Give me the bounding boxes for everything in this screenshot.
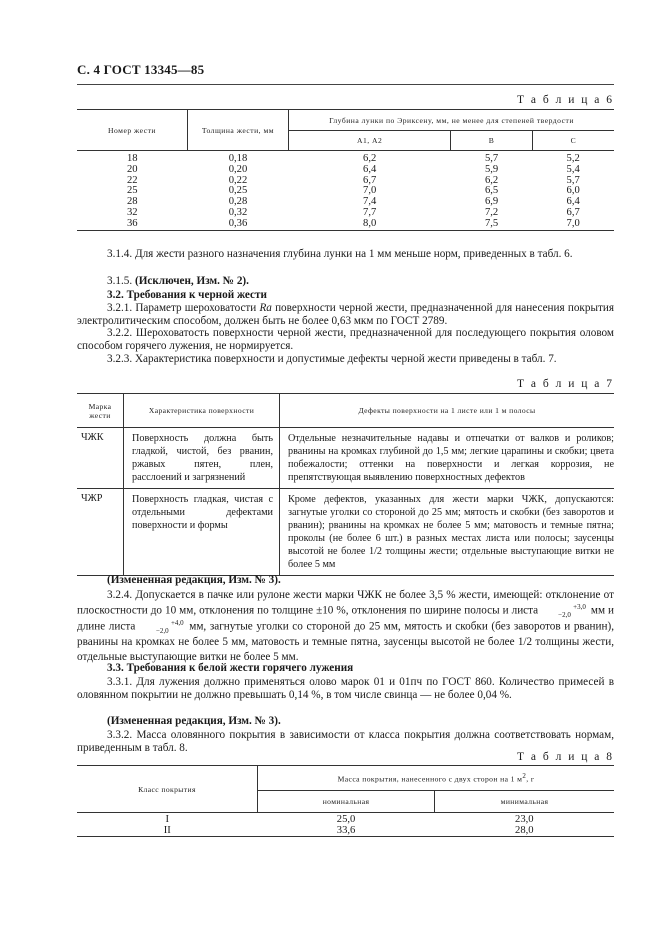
t8-sub-minimal: минимальная — [500, 797, 549, 806]
t6-cell: 8,0 — [363, 217, 377, 229]
t6-cell: 6,2 — [363, 153, 377, 164]
t6-cell: 36 — [126, 217, 138, 229]
t8-cell: 33,6 — [336, 824, 356, 836]
t6-cell: 0,25 — [228, 185, 248, 197]
para-text: 3.2.4. Допускается в пачке или рулоне жести марки ЧЖК не более 3,5 % жести, имеющей: отклонение от плоскостности до 10 мм, отклонения по толщине ±10 %, отклонения по ширине полосы и листа — [77, 589, 614, 617]
t6-header-thickness: Толщина жести, мм — [188, 110, 289, 151]
table-row — [77, 219, 614, 230]
t6-cell: 6,5 — [484, 185, 499, 197]
t6-cell: 18 — [126, 153, 138, 164]
t6-cell: 5,2 — [566, 153, 580, 164]
t7-characteristic: Поверхность должна быть гладкой, чистой, без рванин, ржавых пятен, плен, расслоений и загрязнений — [124, 428, 280, 489]
t6-cell: 7,2 — [484, 206, 499, 218]
para-text: мм, загнутые уголки со стороной до 25 мм, мятость и скобки (без заворотов и рванин), рванины на кромках не более 5 мм, матовость и темные пятна, заусенцы высотой не более 1/2 толщины жести, отдельные выступающие витки не более 5 мм. — [77, 620, 615, 663]
t6-cell: 7,7 — [363, 206, 377, 218]
amended-note-1: (Измененная редакция, Изм. № 3). — [107, 574, 281, 586]
para-3-2-1 — [77, 302, 614, 328]
t6-cell: 20 — [126, 163, 138, 175]
t7-header-characteristic: Характеристика поверхности — [124, 394, 280, 428]
table7-caption: Т а б л и ц а 7 — [516, 378, 614, 390]
table-row — [77, 176, 614, 187]
ra-symbol: Ra — [259, 302, 272, 314]
t8-header-mass-sup: 2 — [522, 772, 527, 781]
tolerance-upper: +4,0 — [170, 618, 184, 627]
table-row — [77, 151, 614, 165]
table-row — [77, 165, 614, 176]
para-3-1-4: 3.1.4. Для жести разного назначения глубина лунки на 1 мм меньше норм, приведенных в табл. 6. — [107, 248, 573, 260]
t8-header-mass — [258, 766, 615, 791]
t6-cell: 5,7 — [566, 174, 580, 186]
t6-cell: 22 — [126, 174, 138, 186]
tolerance-lower: −2,0 — [155, 626, 169, 635]
table-7 — [77, 393, 614, 576]
para-3-3-1: 3.3.1. Для лужения должно применяться олово марок 01 и 01пч по ГОСТ 860. Количество примесей в оловянном покрытии не должно превышать 0,14 %, в том числе свинца — не более 0,04 %. — [77, 676, 614, 702]
t8-cell: 25,0 — [336, 814, 356, 825]
para-text: поверхности черной жести, предназначенной для нанесения покрытия электролитическим способом, должен быть не более 0,63 мкм по ГОСТ 2789. — [77, 302, 614, 328]
t6-cell: 6,7 — [363, 174, 377, 186]
t6-cell: 7,0 — [566, 217, 580, 229]
t6-cell: 6,4 — [363, 163, 377, 175]
t6-cell: 7,0 — [363, 185, 377, 197]
t8-header-mass-text: Масса покрытия, нанесенного с двух сторон на 1 м — [337, 774, 523, 784]
t6-cell: 6,2 — [484, 174, 499, 186]
t7-mark: ЧЖР — [77, 489, 124, 576]
t6-cell: 0,32 — [228, 206, 248, 218]
t6-cell: 6,0 — [566, 185, 580, 197]
section-3-3-title: 3.3. Требования к белой жести горячего лужения — [107, 662, 354, 674]
t7-defects: Кроме дефектов, указанных для жести марки ЧЖК, допускаются: загнутые уголки со стороной до 25 мм; мятость и скобки (без заворотов и рванин); рванины на кромках не более 5 мм; матовость и темные пятна; проколы (не более 6 шт.) в разных местах листа или полосы; заусенцы высотой не более 1/2 толщины жести; отдельные выступающие витки не более 5 мм — [288, 494, 614, 570]
t6-cell: 6,9 — [484, 196, 499, 208]
t6-sub-b: В — [451, 131, 533, 151]
t6-cell: 0,20 — [228, 163, 248, 175]
table-6 — [77, 109, 614, 231]
table-row — [77, 208, 614, 219]
para-3-1-5 — [77, 275, 614, 288]
t6-cell: 7,4 — [363, 196, 377, 208]
t6-cell: 5,4 — [566, 163, 580, 175]
t6-cell: 0,18 — [228, 153, 248, 164]
t6-sub-a: А1, А2 — [289, 131, 451, 151]
t6-cell: 6,4 — [566, 196, 580, 208]
t7-header-defects: Дефекты поверхности на 1 листе или 1 м полосы — [358, 406, 536, 415]
t6-cell: 0,22 — [228, 174, 248, 186]
table6-caption: Т а б л и ц а 6 — [516, 94, 614, 106]
page-header: С. 4 ГОСТ 13345—85 — [77, 62, 205, 77]
header-rule — [77, 84, 614, 85]
table-row — [77, 826, 614, 837]
t6-cell: 0,36 — [228, 217, 248, 229]
t7-mark: ЧЖК — [77, 428, 124, 489]
t8-header-mass-unit: , г — [526, 774, 535, 784]
table-row — [77, 813, 614, 826]
t6-cell: 6,7 — [566, 206, 580, 218]
table-row — [77, 428, 614, 489]
t8-cell: II — [163, 824, 171, 836]
para-note: (Исключен, Изм. № 2). — [134, 275, 249, 287]
para-3-2-4 — [77, 588, 614, 664]
tolerance-upper: +3,0 — [573, 602, 586, 611]
para-text: 3.2.1. Параметр шероховатости — [107, 302, 260, 314]
t7-characteristic: Поверхность гладкая, чистая с отдельными дефектами поверхности и формы — [124, 489, 280, 576]
table-8 — [77, 765, 614, 837]
para-3-2-2: 3.2.2. Шероховатость поверхности черной жести, предназначенной для последующего покрытия оловом способом горячего лужения, не нормируется. — [77, 327, 614, 353]
tolerance-fraction — [141, 619, 184, 635]
t7-defects: Отдельные незначительные надавы и отпечатки от валков и роликов; рванины на кромках глубиной до 1,5 мм; легкие царапины и скобки; цвета побежалости; оттенки на поверхности и легкая коррозия, не препятствующая выявлению поверхностных дефектов — [288, 433, 614, 483]
tolerance-lower: −2,0 — [558, 610, 571, 619]
t6-cell: 5,7 — [484, 153, 499, 164]
table-row — [77, 186, 614, 197]
t6-cell: 7,5 — [484, 217, 499, 229]
t6-cell: 25 — [126, 185, 138, 197]
t8-sub-nominal: номинальная — [258, 791, 435, 813]
t8-cell: I — [165, 814, 170, 825]
t6-cell: 28 — [126, 196, 138, 208]
t8-header-class: Класс покрытия — [77, 766, 258, 813]
table8-caption: Т а б л и ц а 8 — [516, 751, 614, 763]
para-text: мм и длине листа — [77, 604, 615, 633]
t6-cell: 5,9 — [484, 163, 499, 175]
amended-note-2: (Измененная редакция, Изм. № 3). — [107, 715, 281, 727]
para-number: 3.1.5. — [107, 275, 133, 287]
t6-header-depth: Глубина лунки по Эриксену, мм, не менее для степеней твердости — [289, 110, 615, 131]
t6-cell: 0,28 — [228, 196, 248, 208]
t6-header-number: Номер жести — [77, 110, 188, 151]
section-3-2-title: 3.2. Требования к черной жести — [107, 289, 267, 301]
table-row — [77, 489, 614, 576]
para-3-3-2: 3.3.2. Масса оловянного покрытия в зависимости от класса покрытия должна соответствовать нормам, приведенным в табл. 8. — [77, 729, 614, 755]
table-row — [77, 197, 614, 208]
t8-cell: 23,0 — [515, 814, 534, 825]
para-3-2-3: 3.2.3. Характеристика поверхности и допустимые дефекты черной жести приведены в табл. 7. — [107, 353, 557, 365]
t7-header-mark: Марка жести — [77, 394, 124, 428]
t6-cell: 32 — [126, 206, 138, 218]
t6-sub-c: С — [570, 136, 577, 145]
tolerance-fraction — [543, 603, 586, 619]
t8-cell: 28,0 — [515, 824, 534, 836]
